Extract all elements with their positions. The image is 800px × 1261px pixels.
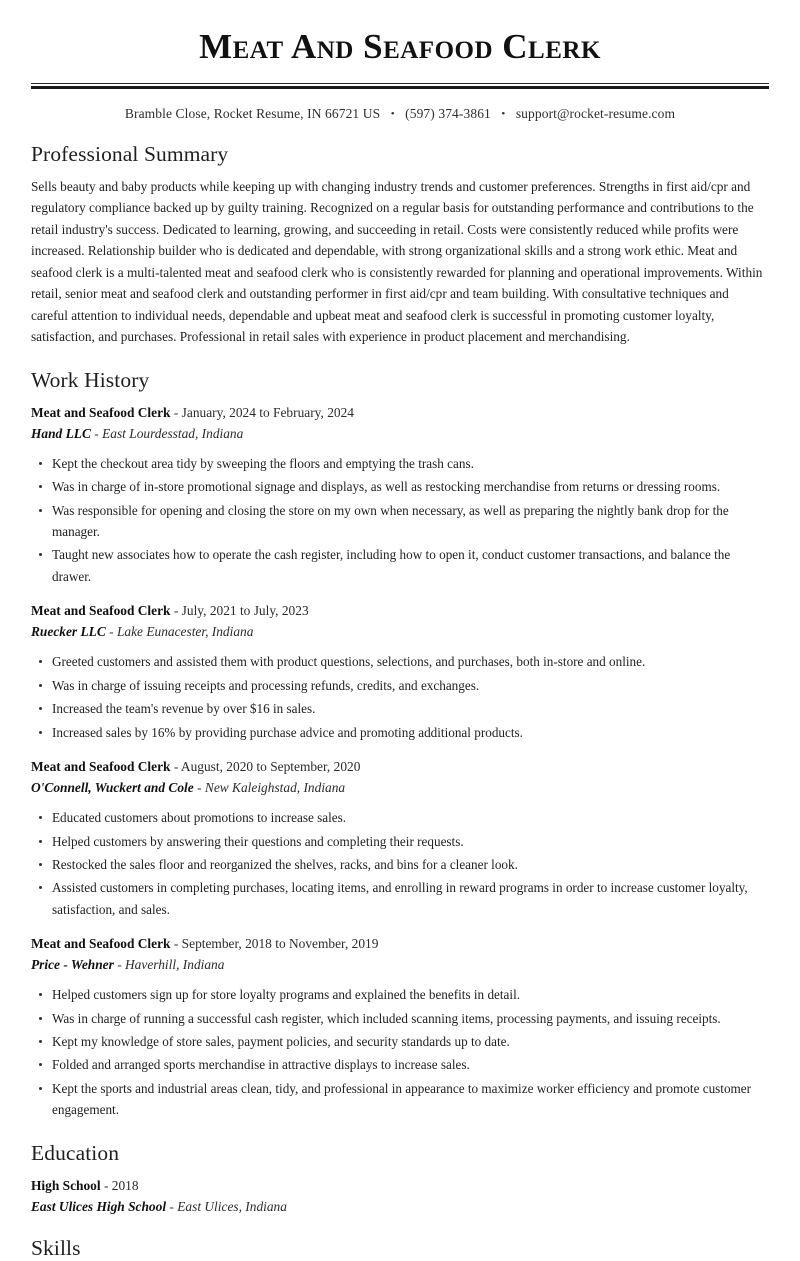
- contact-address: Bramble Close, Rocket Resume, IN 66721 US: [124, 105, 381, 121]
- job-title-line: [31, 601, 769, 621]
- header-divider: [31, 83, 769, 89]
- section-heading-education: Education: [31, 1140, 120, 1165]
- list-item: Taught new associates how to operate the cash register, including how to open it, conduct customer transactions, and balance the drawer.: [31, 544, 769, 587]
- resume-page: [0, 28, 800, 1261]
- job-dates: September, 2018 to November, 2019: [181, 936, 379, 952]
- job-bullet-list: [31, 453, 769, 587]
- job-dash: -: [173, 758, 179, 774]
- job-entry: [31, 934, 769, 1120]
- list-item: Educated customers about promotions to increase sales.: [31, 807, 769, 828]
- job-dates: January, 2024 to February, 2024: [181, 404, 354, 420]
- education-school: East Ulices High School: [31, 1198, 167, 1214]
- job-title-line: [31, 757, 769, 777]
- list-item: Kept the checkout area tidy by sweeping the floors and emptying the trash cans.: [31, 453, 769, 474]
- education-degree-line: [31, 1176, 769, 1196]
- section-skills: [31, 1236, 769, 1261]
- job-entry: [31, 757, 769, 920]
- job-location: New Kaleighstad, Indiana: [204, 780, 346, 796]
- list-item: Kept the sports and industrial areas clean, tidy, and professional in appearance to maximize worker efficiency and promote customer engagement.: [31, 1078, 769, 1121]
- job-bullet-list: [31, 984, 769, 1120]
- list-item: Increased the team's revenue by over $16 in sales.: [31, 698, 769, 719]
- job-dash: -: [173, 936, 179, 952]
- job-title-line: [31, 934, 769, 954]
- section-heading-summary: Professional Summary: [31, 141, 229, 166]
- job-dates: August, 2020 to September, 2020: [180, 758, 361, 774]
- job-title: Meat and Seafood Clerk: [31, 404, 171, 420]
- contact-email: support@rocket-resume.com: [515, 105, 676, 121]
- job-dash: -: [173, 404, 179, 420]
- job-dash: -: [197, 780, 202, 796]
- job-location: Lake Eunacester, Indiana: [116, 624, 254, 640]
- list-item: Was in charge of running a successful cash register, which included scanning items, processing payments, and issuing receipts.: [31, 1008, 769, 1029]
- job-dash: -: [94, 425, 99, 441]
- job-company-line: [31, 424, 769, 444]
- section-heading-skills: Skills: [31, 1235, 81, 1260]
- contact-phone: (597) 374-3861: [405, 105, 491, 121]
- section-professional-summary: [31, 142, 769, 348]
- education-location: East Ulices, Indiana: [177, 1198, 287, 1214]
- list-item: Folded and arranged sports merchandise in attractive displays to increase sales.: [31, 1054, 769, 1075]
- job-title: Meat and Seafood Clerk: [31, 936, 171, 952]
- job-company-line: [31, 955, 769, 975]
- education-entry: [31, 1176, 769, 1217]
- summary-text: Sells beauty and baby products while keeping up with changing industry trends and customer preferences. Strengths in first aid/cpr and regulatory compliance backed up by guilty training. Recognized on a regular basis for outstanding performance and contributions to the retail industry's success. Dedicated to learning, growing, and succeeding in retail. Costs were consistently reduced while profits were increased. Relationship builder who is dedicated and dependable, with strong organizational skills and a strong work ethic. Meat and seafood clerk is a multi-talented meat and seafood clerk who is consistently rewarded for planning and operational improvements. Within retail, senior meat and seafood clerk and outstanding performer in first aid/cpr and team building. With consultative techniques and careful attention to individual needs, dependable and upbeat meat and seafood clerk is successful in promoting customer loyalty, satisfaction, and purchases. Professional in retail sales with experience in product placement and merchandising.: [31, 178, 763, 345]
- job-title: Meat and Seafood Clerk: [31, 758, 171, 774]
- education-dash: -: [169, 1198, 174, 1214]
- contact-info: [31, 106, 769, 122]
- job-dash: -: [173, 603, 179, 619]
- list-item: Assisted customers in completing purchases, locating items, and enrolling in reward programs in order to increase customer loyalty, satisfaction, and sales.: [31, 877, 769, 920]
- job-dash: -: [109, 624, 114, 640]
- list-item: Was in charge of issuing receipts and processing refunds, credits, and exchanges.: [31, 675, 769, 696]
- list-item: Helped customers sign up for store loyalty programs and explained the benefits in detail.: [31, 984, 769, 1005]
- job-title: Meat and Seafood Clerk: [31, 603, 171, 619]
- job-bullet-list: [31, 651, 769, 743]
- list-item: Kept my knowledge of store sales, payment policies, and security standards up to date.: [31, 1031, 769, 1052]
- list-item: Helped customers by answering their questions and completing their requests.: [31, 831, 769, 852]
- job-dates: July, 2021 to July, 2023: [181, 603, 309, 619]
- page-title: Meat And Seafood Clerk: [199, 27, 601, 66]
- job-company-line: [31, 622, 769, 642]
- list-item: Was responsible for opening and closing the store on my own when necessary, as well as preparing the nightly bank drop for the manager.: [31, 500, 769, 543]
- job-company: Price - Wehner: [31, 957, 114, 973]
- contact-separator-1: •: [390, 107, 395, 120]
- education-school-line: [31, 1197, 769, 1217]
- job-location: East Lourdesstad, Indiana: [102, 425, 244, 441]
- education-dash: -: [103, 1177, 109, 1193]
- job-company-line: [31, 778, 769, 798]
- job-entry: [31, 601, 769, 743]
- list-item: Increased sales by 16% by providing purchase advice and promoting additional products.: [31, 722, 769, 743]
- list-item: Restocked the sales floor and reorganized the shelves, racks, and bins for a cleaner look.: [31, 854, 769, 875]
- list-item: Was in charge of in-store promotional signage and displays, as well as restocking merchandise from returns or dressing rooms.: [31, 476, 769, 497]
- job-company: Ruecker LLC: [31, 624, 106, 640]
- section-education: [31, 1141, 769, 1217]
- job-dash: -: [117, 957, 122, 973]
- job-location: Haverhill, Indiana: [125, 957, 225, 973]
- section-work-history: [31, 368, 769, 1121]
- education-year: 2018: [111, 1177, 139, 1193]
- section-heading-work-history: Work History: [31, 367, 150, 392]
- job-title-line: [31, 403, 769, 423]
- contact-separator-2: •: [501, 107, 506, 120]
- job-bullet-list: [31, 807, 769, 920]
- list-item: Greeted customers and assisted them with product questions, selections, and purchases, both in-store and online.: [31, 651, 769, 672]
- education-degree: High School: [31, 1177, 101, 1193]
- job-entry: [31, 403, 769, 587]
- job-company: O'Connell, Wuckert and Cole: [31, 780, 194, 796]
- job-company: Hand LLC: [31, 425, 91, 441]
